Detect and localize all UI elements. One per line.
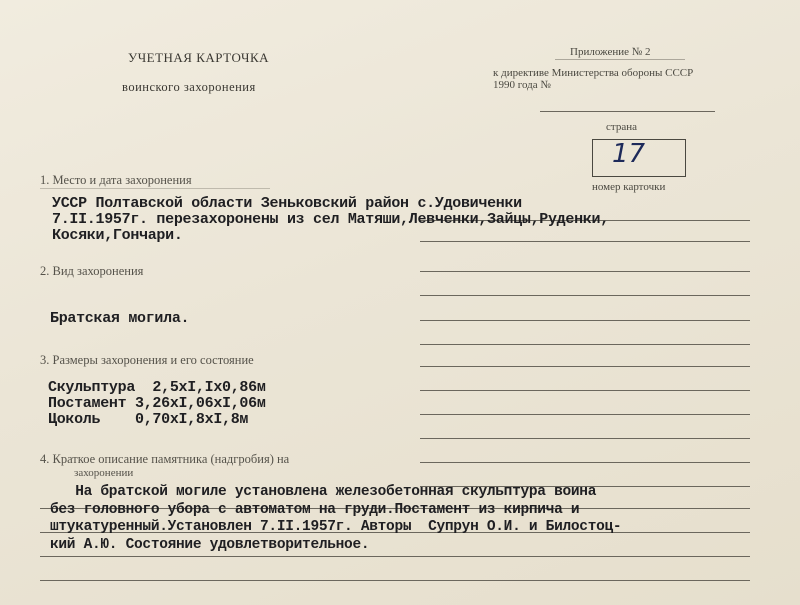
section2-line-4 — [420, 344, 750, 345]
country-line — [540, 111, 715, 112]
section4-line-4 — [40, 556, 750, 557]
card-title: УЧЕТНАЯ КАРТОЧКА — [128, 50, 270, 65]
section2-line-3 — [420, 320, 750, 321]
section2-line-2 — [420, 295, 750, 296]
section1-line-0 — [40, 188, 270, 189]
section4-text: На братской могиле установлена железобетонная скульптура воина без головного убора с автоматом на груди.Постамент из кирпича и штукатуренный.Установлен 7.II.1957г. Авторы Супрун О.И. и Билостоц- кий А.Ю. Состояние удовлетворительное. — [50, 484, 622, 553]
section2-label: 2. Вид захоронения — [40, 264, 144, 278]
card-subtitle: воинского захоронения — [122, 80, 256, 94]
section4-line-0 — [420, 462, 750, 463]
appendix-underline — [555, 59, 685, 60]
section2-line-1 — [420, 271, 750, 272]
appendix-label: Приложение № 2 — [570, 46, 651, 58]
directive-line1: к директиве Министерства обороны СССР — [493, 67, 694, 79]
section3-line-1 — [420, 366, 750, 367]
section3-text: Скульптура 2,5xI,Ix0,86м Постамент 3,26xI,06xI,06м Цоколь 0,70xI,8xI,8м — [48, 379, 266, 428]
section1-text: УССР Полтавской области Зеньковский район с.Удовиченки 7.II.1957г. перезахоронены из сел Матяши,Левченки,Зайцы,Руденки, Косяки,Гончари. — [52, 195, 609, 244]
section2-text: Братская могила. — [50, 310, 190, 327]
section4-line-5 — [40, 580, 750, 581]
directive-line2: 1990 года № — [493, 79, 551, 91]
section1-label: 1. Место и дата захоронения — [40, 173, 192, 187]
section4-label: 4. Краткое описание памятника (надгробия) на — [40, 452, 290, 466]
section3-line-2 — [420, 390, 750, 391]
section4-label-cont: захоронении — [74, 467, 134, 479]
section3-line-3 — [420, 414, 750, 415]
section3-label: 3. Размеры захоронения и его состояние — [40, 353, 254, 367]
country-label: страна — [606, 121, 637, 133]
card-number-label: номер карточки — [592, 181, 666, 193]
section3-line-4 — [420, 438, 750, 439]
card-number-value: 17 — [612, 139, 646, 169]
